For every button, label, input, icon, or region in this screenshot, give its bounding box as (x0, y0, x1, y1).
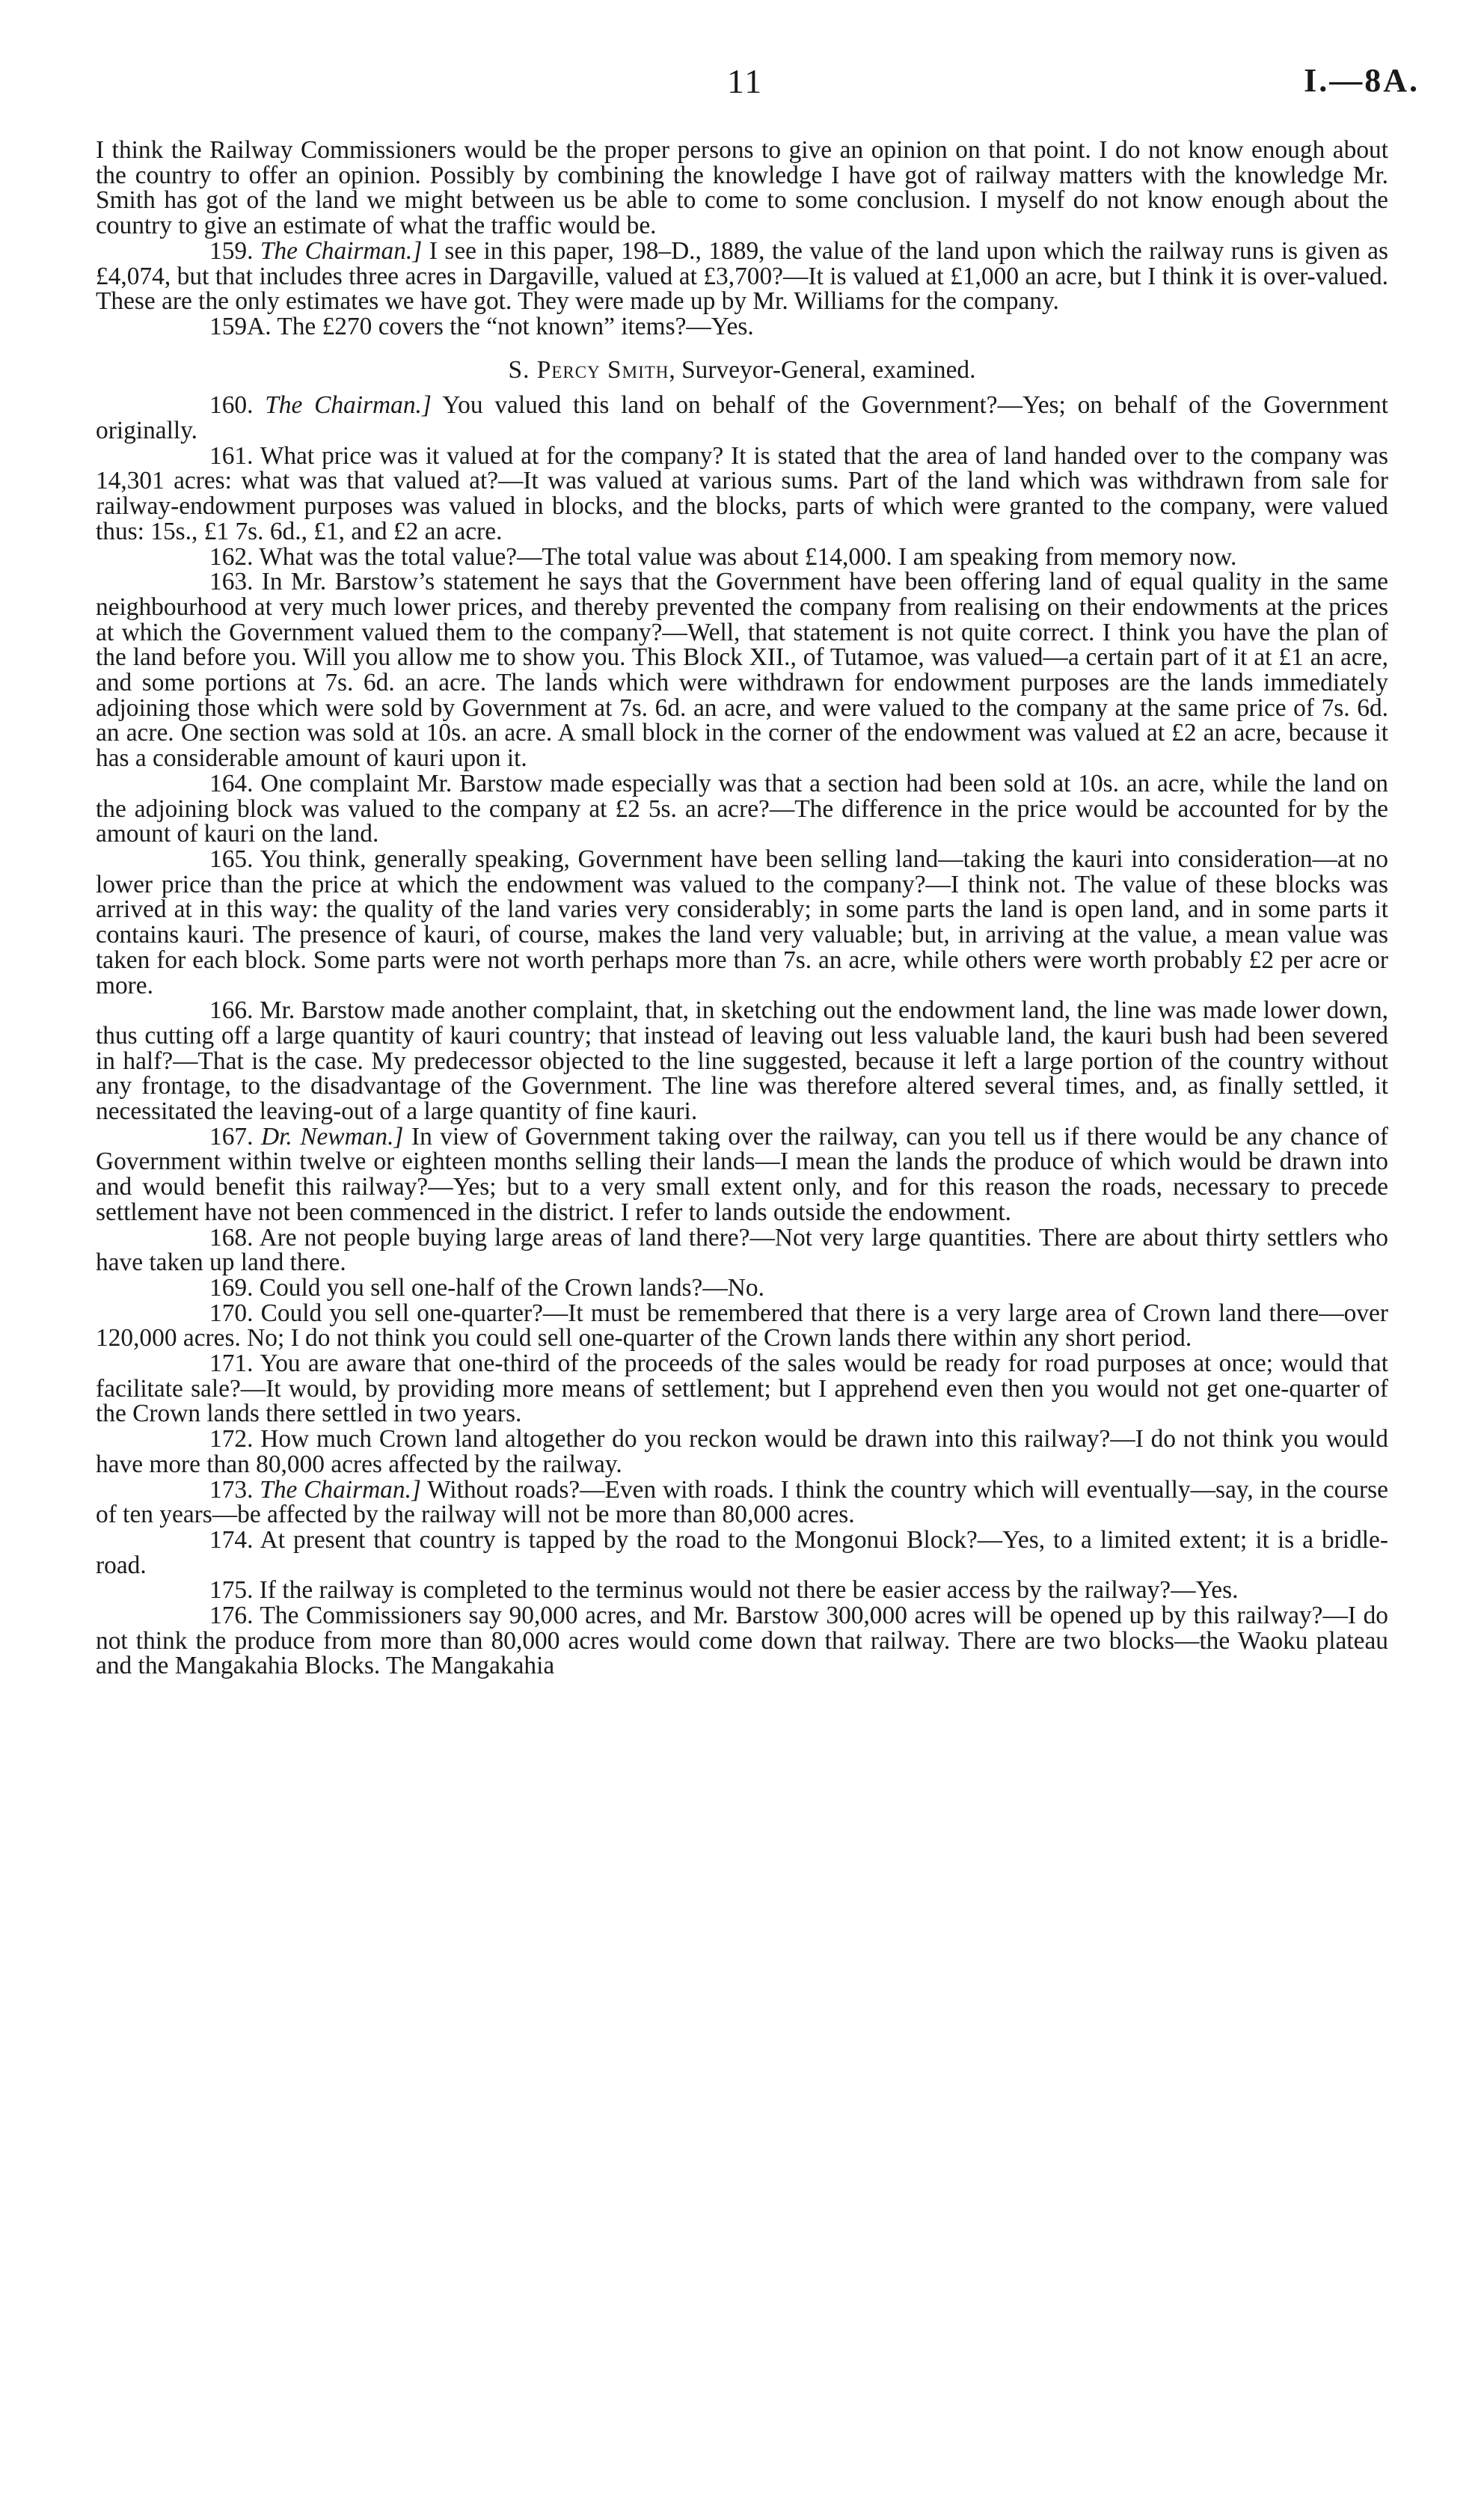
speaker-label: The Chairman.] (260, 236, 423, 265)
question-174 (96, 1525, 1388, 1579)
page-header (0, 61, 1484, 106)
question-text: In view of Government taking over the railway, can you tell us if there would be any chance of Government within twelve or eighteen months selling their lands—I mean the lands the produce of which would be drawn into and would benefit this railway?—Yes; but to a very small extent only, and for this reason the roads, necessary to precede settlement have not been commenced in the district. I refer to lands outside the endowment. (96, 1122, 1388, 1226)
question-number: 165. (209, 845, 254, 873)
question-text: In Mr. Barstow’s statement he says that the Government have been offering land of equal quality in the same neighbourhood at very much lower prices, and thereby prevented the company from realising on their endowments at the prices at which the Government valued them to the company?—Well, that statement is not quite correct. I think you have the plan of the land before you. Will you allow me to show you. This Block XII., of Tutamoe, was valued—a certain part of it at £1 an acre, and some portions at 7s. 6d. an acre. The lands which were withdrawn for endowment purposes are the lands immediately adjoining those which were sold by Government at 7s. 6d. an acre, and were valued to the company at the same price of 7s. 6d. an acre. One section was sold at 10s. an acre. A small block in the corner of the endowment was valued at £2 an acre, because it has a considerable amount of kauri upon it. (96, 568, 1388, 773)
question-text: What price was it valued at for the company? It is stated that the area of land handed over to the company was 14,301 acres: what was that valued at?—It was valued at various sums. Part of the land which was withdrawn from sale for railway-endowment purposes was valued in blocks, and the blocks, parts of which were granted to the company, were valued thus: 15s., £1 7s. 6d., £1, and £2 an acre. (96, 441, 1388, 545)
paragraph (96, 138, 1388, 239)
question-text: You think, generally speaking, Government have been selling land—taking the kauri into consideration—at no lower price than the price at which the endowment was valued to the company?—I think not. The value of these blocks was arrived at in this way: the quality of the land varies very considerably; in some parts the land is open land, and in some parts it contains kauri. The presence of kauri, of course, makes the land very valuable; but, in arriving at the value, a mean value was taken for each block. Some parts were not worth perhaps more than 7s. an acre, while others were worth probably £2 per acre or more. (96, 845, 1388, 999)
question-text: You valued this land on behalf of the Government?—Yes; on behalf of the Government originally. (96, 391, 1388, 445)
question-number: 176. (209, 1602, 254, 1630)
question-text: Could you sell one-quarter?—It must be remembered that there is a very large area of Crown land there—over 120,000 acres. No; I do not think you could sell one-quarter of the Crown lands there within any short period. (96, 1299, 1388, 1353)
question-number: 167. (209, 1122, 254, 1151)
question-number: 164. (209, 769, 254, 797)
question-text: The Commissioners say 90,000 acres, and Mr. Barstow 300,000 acres will be opened up by this railway?—I do not think the produce from more than 80,000 acres would come down that railway. There are two blocks—the Waoku plateau and the Mangakahia Blocks. The Mangakahia (96, 1602, 1388, 1680)
question-169 (96, 1275, 1388, 1301)
question-number: 166. (209, 996, 254, 1025)
question-168 (96, 1225, 1388, 1275)
question-173 (96, 1477, 1388, 1528)
question-number: 171. (209, 1350, 254, 1378)
question-text: You are aware that one-third of the proceeds of the sales would be ready for road purposes at once; would that facilitate sale?—It would, by providing more means of settlement; but I apprehend even then you would not get one-quarter of the Crown lands there settled in two years. (96, 1350, 1388, 1428)
question-166 (96, 998, 1388, 1124)
question-163 (96, 569, 1388, 771)
question-number: 160. (209, 391, 254, 420)
question-170 (96, 1301, 1388, 1351)
question-175 (96, 1578, 1388, 1603)
question-161 (96, 441, 1388, 545)
question-number: 159. (209, 236, 254, 265)
page-body (96, 138, 1388, 1679)
speaker-label: Dr. Newman.] (260, 1122, 404, 1151)
question-number: 173. (209, 1475, 254, 1504)
question-number: 175. (209, 1576, 254, 1605)
speaker-label: The Chairman.] (265, 391, 432, 420)
question-text: Mr. Barstow made another complaint, that, in sketching out the endowment land, the line was made lower down, thus cutting off a large quantity of kauri country; that instead of leaving out less valuable land, the kauri bush had been severed in half?—That is the case. My predecessor objected to the line suggested, because it left a large portion of the country without any frontage, to the disadvantage of the Government. The line was therefore altered several times, and, as finally settled, it necessitated the leaving-out of a large quantity of fine kauri. (96, 996, 1388, 1126)
question-text: I see in this paper, 198–D., 1889, the value of the land upon which the railway runs is given as £4,074, but that includes three acres in Dargaville, valued at £3,700?—It is valued at £1,000 an acre, but I think it is over-valued. These are the only estimates we have got. They were made up by Mr. Williams for the company. (96, 236, 1388, 316)
question-176 (96, 1603, 1388, 1679)
question-number: 161. (209, 441, 254, 470)
question-text: How much Crown land altogether do you reckon would be drawn into this railway?—I do not think you would have more than 80,000 acres affected by the railway. (96, 1425, 1388, 1478)
question-159 (96, 236, 1388, 316)
witness-name: S. Percy Smith (508, 355, 669, 384)
question-number: 170. (209, 1299, 254, 1327)
question-160 (96, 393, 1388, 443)
paragraph-text: I think the Railway Commissioners would be the proper persons to give an opinion on that point. I do not know enough about the country to offer an opinion. Possibly by combining the knowledge I have got of railway matters with the knowledge Mr. Smith has got of the land we might between us be able to come to some conclusion. I myself do not know enough about the country to give an estimate of what the traffic would be. (96, 136, 1388, 240)
question-167 (96, 1124, 1388, 1225)
document-code: I.—8A. (1304, 62, 1420, 99)
question-number: 168. (209, 1223, 254, 1252)
question-text: At present that country is tapped by the road to the Mongonui Block?—Yes, to a limited extent; it is a bridle-road. (96, 1525, 1388, 1579)
question-171 (96, 1351, 1388, 1427)
question-text: If the railway is completed to the terminus would not there be easier access by the railway?—Yes. (259, 1576, 1239, 1605)
question-165 (96, 847, 1388, 998)
question-text: The £270 covers the “not known” items?—Yes. (277, 312, 754, 340)
question-text: Without roads?—Even with roads. I think the country which will eventually—say, in the course of ten years—be affected by the railway will not be more than 80,000 acres. (96, 1475, 1388, 1529)
question-162 (96, 542, 1388, 571)
question-text: One complaint Mr. Barstow made especially was that a section had been sold at 10s. an acre, while the land on the adjoining block was valued to the company at £2 5s. an acre?—The difference in the price would be accounted for by the amount of kauri on the land. (96, 769, 1388, 848)
question-159a (96, 314, 1388, 340)
question-number: 159A. (209, 312, 272, 340)
question-number: 169. (209, 1273, 254, 1302)
witness-role: , Surveyor-General, examined. (669, 355, 976, 384)
question-164 (96, 771, 1388, 847)
question-number: 174. (209, 1525, 254, 1554)
question-text: What was the total value?—The total value was about £14,000. I am speaking from memory now. (259, 542, 1237, 571)
question-text: Could you sell one-half of the Crown lands?—No. (259, 1273, 764, 1302)
question-number: 172. (209, 1425, 254, 1453)
speaker-label: The Chairman.] (260, 1475, 421, 1504)
witness-heading (96, 355, 1388, 384)
question-number: 163. (209, 568, 254, 596)
question-number: 162. (209, 542, 254, 571)
page-number: 11 (727, 62, 764, 100)
question-text: Are not people buying large areas of land there?—Not very large quantities. There are about thirty settlers who have taken up land there. (96, 1223, 1388, 1277)
question-172 (96, 1427, 1388, 1477)
